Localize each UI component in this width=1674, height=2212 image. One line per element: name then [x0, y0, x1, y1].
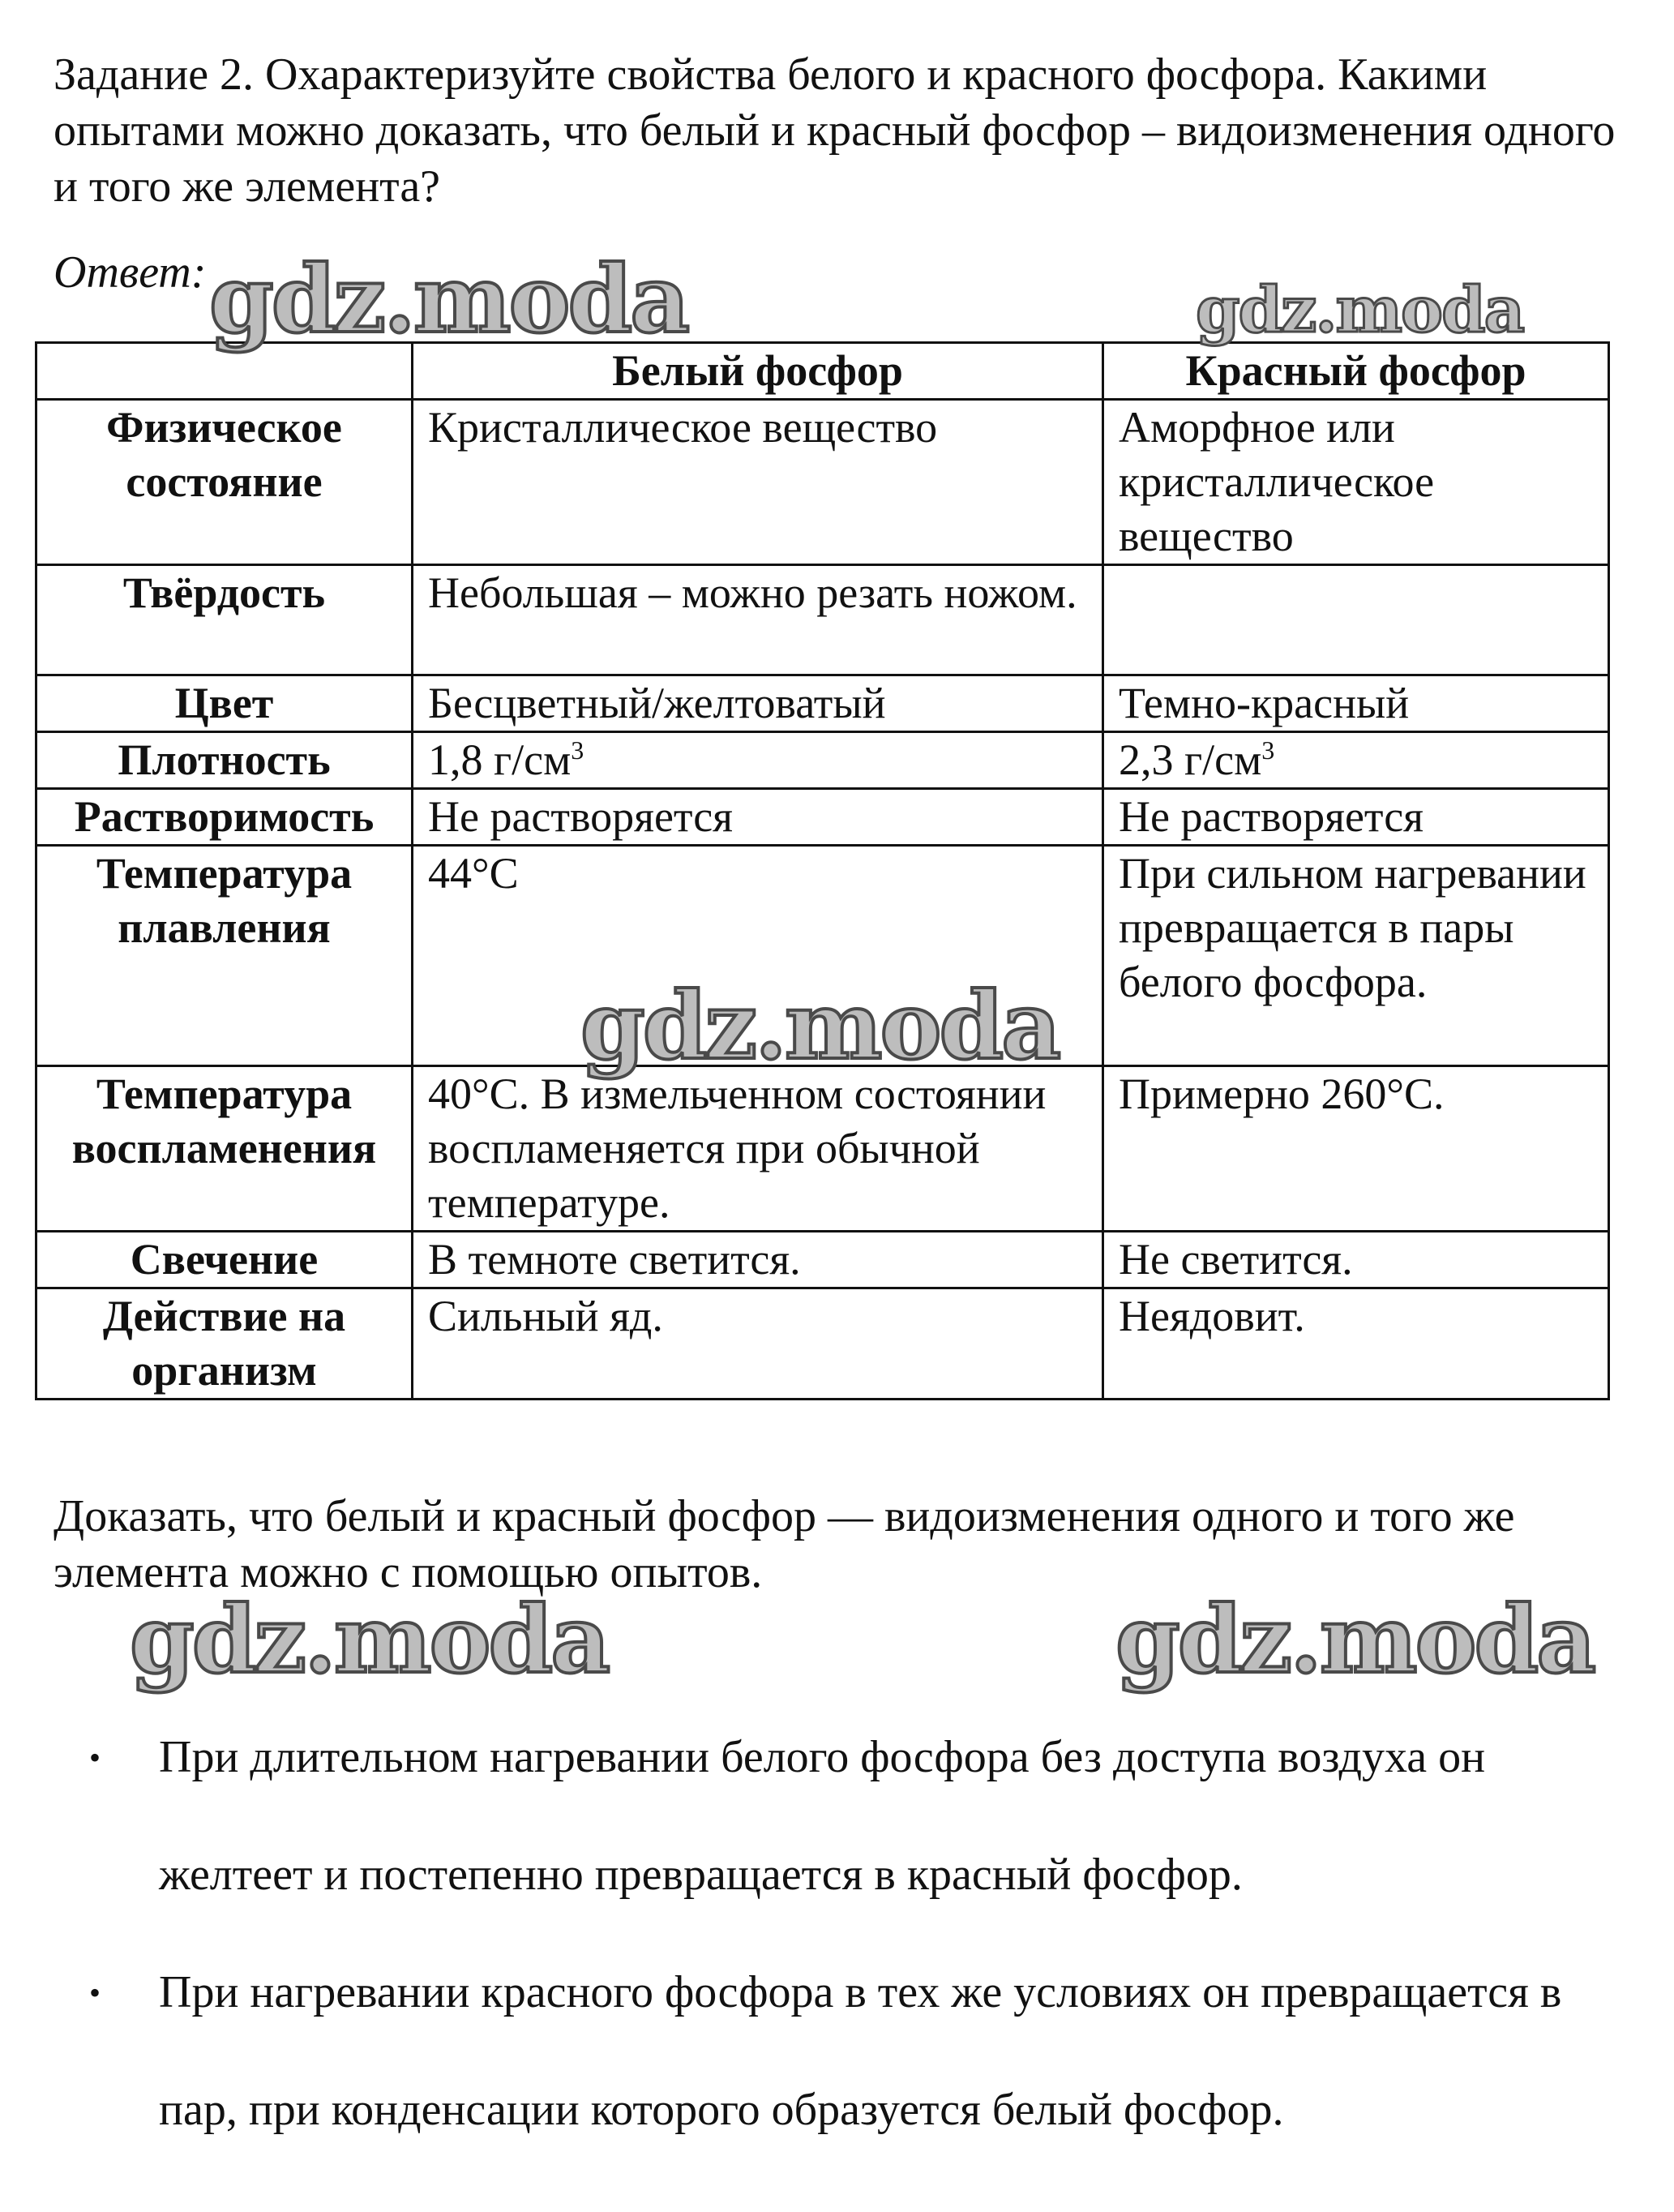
row-label: Температура воспламенения [36, 1066, 413, 1232]
red-density-value: 2,3 г/см [1119, 735, 1262, 784]
watermark-logo: gdz.moda [580, 971, 1060, 1080]
white-cell: Не растворяется [413, 789, 1103, 846]
row-label: Растворимость [36, 789, 413, 846]
table-row [36, 400, 1609, 565]
red-cell [1103, 732, 1609, 789]
list-item [89, 1934, 1629, 2169]
table-row [36, 675, 1609, 732]
white-density-value: 1,8 г/см [428, 735, 572, 784]
row-label: Действие на организм [36, 1288, 413, 1400]
red-cell: Неядовит. [1103, 1288, 1609, 1400]
table-row [36, 1066, 1609, 1232]
white-cell: 40°С. В измельченном состоянии воспламеняется при обычной температуре. [413, 1066, 1103, 1232]
table-row [36, 1288, 1609, 1400]
red-cell: При сильном нагревании превращается в пары белого фосфора. [1103, 846, 1609, 1066]
watermark-logo: gdz.moda [1115, 1585, 1595, 1694]
watermark-logo: gdz.moda [209, 245, 688, 354]
properties-table [35, 341, 1610, 1400]
list-item [89, 1699, 1629, 1934]
list-item-text: При нагревании красного фосфора в тех же условиях он превращается в пар, при конденсации которого образуется белый фосфор. [159, 1967, 1562, 2135]
header-red-phosphorus: Красный фосфор [1103, 343, 1609, 400]
row-label: Цвет [36, 675, 413, 732]
task-text: Задание 2. Охарактеризуйте свойства белого и красного фосфора. Какими опытами можно доказать, что белый и красный фосфор – видоизменения одного и того же элемента? [54, 49, 1616, 212]
red-cell: Не растворяется [1103, 789, 1609, 846]
white-cell: В темноте светится. [413, 1232, 1103, 1288]
density-exponent: 3 [1261, 735, 1275, 765]
row-label: Плотность [36, 732, 413, 789]
red-cell: Темно-красный [1103, 675, 1609, 732]
white-cell: Кристаллическое вещество [413, 400, 1103, 565]
row-label: Твёрдость [36, 565, 413, 675]
red-cell [1103, 565, 1609, 675]
conclusion-text: Доказать, что белый и красный фосфор — видоизменения одного и того же элемента можно с помощью опытов. [54, 1491, 1515, 1597]
table-row [36, 732, 1609, 789]
red-cell: Не светится. [1103, 1232, 1609, 1288]
density-exponent: 3 [571, 735, 584, 765]
bullet-icon: • [89, 1739, 101, 1776]
white-cell: Сильный яд. [413, 1288, 1103, 1400]
red-cell: Примерно 260°С. [1103, 1066, 1609, 1232]
red-cell: Аморфное или кристаллическое вещество [1103, 400, 1609, 565]
white-cell: 44°С [413, 846, 1103, 1066]
table-row [36, 1232, 1609, 1288]
table-row [36, 789, 1609, 846]
answer-label: Ответ: [54, 247, 207, 298]
watermark-logo: gdz.moda [1196, 273, 1524, 347]
row-label: Свечение [36, 1232, 413, 1288]
bullet-icon: • [89, 1974, 101, 2011]
row-label: Физическое состояние [36, 400, 413, 565]
table-row [36, 565, 1609, 675]
header-white-phosphorus: Белый фосфор [413, 343, 1103, 400]
white-cell: Бесцветный/желтоватый [413, 675, 1103, 732]
experiments-list [89, 1699, 1629, 2169]
watermark-logo: gdz.moda [130, 1585, 609, 1694]
list-item-text: При длительном нагревании белого фосфора без доступа воздуха он желтеет и постепенно превращается в красный фосфор. [159, 1732, 1486, 1900]
white-cell: Небольшая – можно резать ножом. [413, 565, 1103, 675]
row-label: Температура плавления [36, 846, 413, 1066]
white-cell [413, 732, 1103, 789]
